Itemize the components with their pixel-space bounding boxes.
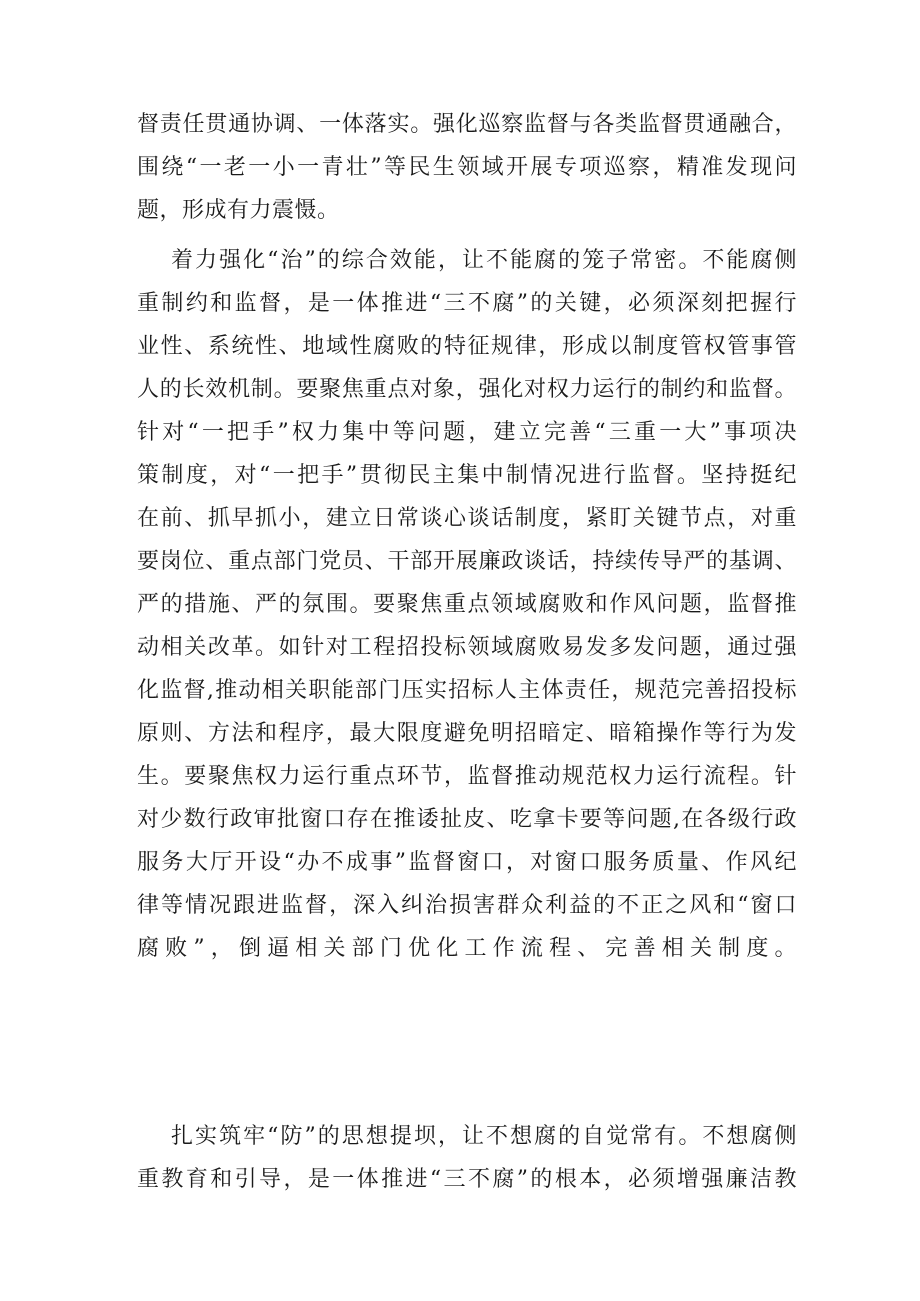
text-line <box>137 1013 797 1056</box>
text-line: 着力强化“治”的综合效能，让不能腐的笼子常密。不能腐侧 <box>171 248 797 273</box>
paragraph-1 <box>137 103 797 232</box>
paragraph-3 <box>137 1115 797 1201</box>
text-line: 生。要聚焦权力运行重点环节，监督推动规范权力运行流程。针 <box>137 764 797 789</box>
text-line: 策制度，对“一把手”贯彻民主集中制情况进行监督。坚持挺纪 <box>137 463 797 488</box>
text-line: 重制约和监督，是一体推进“三不腐”的关键，必须深刻把握行 <box>137 291 797 316</box>
text-line: 律等情况跟进监督，深入纠治损害群众利益的不正之风和“窗口 <box>137 893 797 918</box>
text-line: 化监督,推动相关职能部门压实招标人主体责任，规范完善招投标 <box>137 678 797 703</box>
text-line: 业性、系统性、地域性腐败的特征规律，形成以制度管权管事管 <box>137 334 797 359</box>
text-line: 在前、抓早抓小，建立日常谈心谈话制度，紧盯关键节点，对重 <box>137 506 797 531</box>
text-line <box>137 970 797 1013</box>
text-line: 对少数行政审批窗口存在推诿扯皮、吃拿卡要等问题,在各级行政 <box>137 807 797 832</box>
text-line: 题，形成有力震慑。 <box>137 198 340 223</box>
paragraph-2 <box>137 239 797 1056</box>
text-line: 重教育和引导，是一体推进“三不腐”的根本，必须增强廉洁教 <box>137 1167 797 1192</box>
text-line: 围绕“一老一小一青壮”等民生领域开展专项巡察，精准发现问 <box>137 155 797 180</box>
text-line: 严的措施、严的氛围。要聚焦重点领域腐败和作风问题，监督推 <box>137 592 797 617</box>
text-line: 人的长效机制。要聚焦重点对象，强化对权力运行的制约和监督。 <box>137 377 797 402</box>
text-line: 服务大厅开设“办不成事”监督窗口，对窗口服务质量、作风纪 <box>137 850 797 875</box>
text-line: 针对“一把手”权力集中等问题，建立完善“三重一大”事项决 <box>137 420 797 445</box>
text-line: 动相关改革。如针对工程招投标领域腐败易发多发问题，通过强 <box>137 635 797 660</box>
text-line: 原则、方法和程序，最大限度避免明招暗定、暗箱操作等行为发 <box>137 721 797 746</box>
text-line: 督责任贯通协调、一体落实。强化巡察监督与各类监督贯通融合， <box>137 112 797 137</box>
text-line: 扎实筑牢“防”的思想提坝，让不想腐的自觉常有。不想腐侧 <box>171 1124 797 1149</box>
text-line: 腐败”，倒逼相关部门优化工作流程、完善相关制度。 <box>137 936 797 961</box>
text-line: 要岗位、重点部门党员、干部开展廉政谈话，持续传导严的基调、 <box>137 549 797 574</box>
